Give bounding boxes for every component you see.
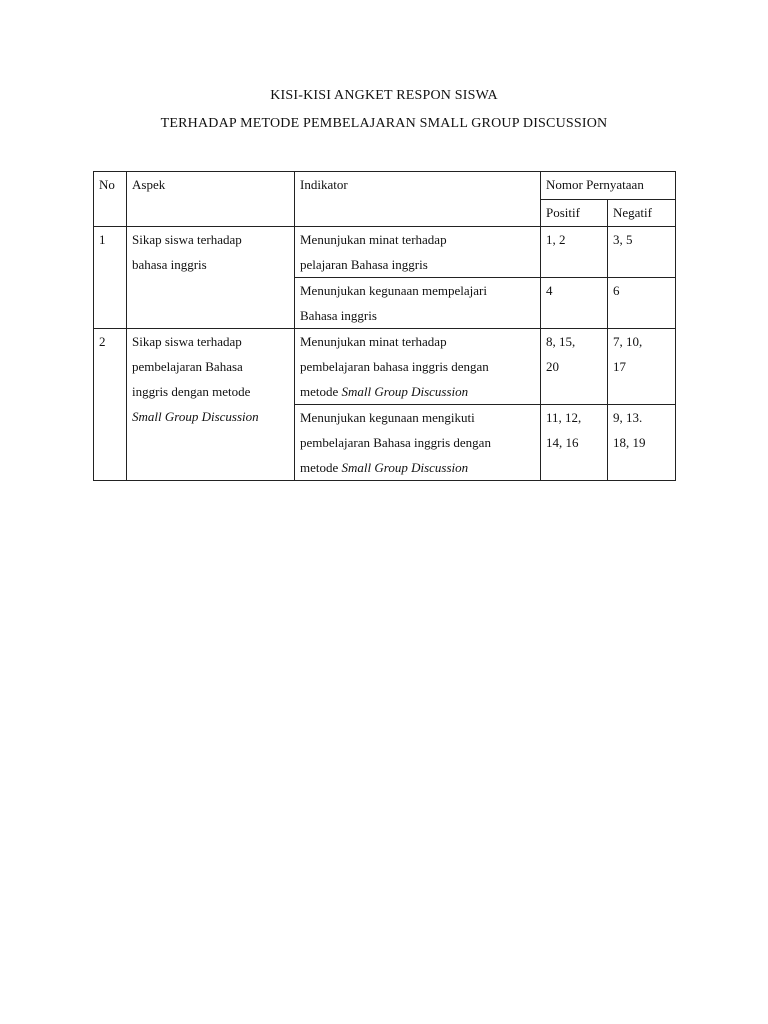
- negatif-value: 3, 5: [613, 232, 633, 247]
- negatif-cell: [608, 329, 676, 405]
- negatif-value: 6: [613, 283, 620, 298]
- negatif-cell: [608, 405, 676, 481]
- aspek-line: Sikap siswa terhadap: [132, 334, 242, 349]
- positif-value: 4: [546, 283, 553, 298]
- indikator-line: Menunjukan kegunaan mengikuti: [300, 410, 475, 425]
- negatif-value: 17: [613, 359, 626, 374]
- indikator-line: pelajaran Bahasa inggris: [300, 257, 428, 272]
- header-no: No: [94, 172, 127, 227]
- indikator-italic-text: Small Group Discussion: [341, 384, 469, 399]
- indikator-line-mixed: [300, 455, 535, 480]
- indikator-italic-text: Small Group Discussion: [341, 460, 469, 475]
- header-aspek: Aspek: [127, 172, 295, 227]
- indikator-text: metode: [300, 460, 342, 475]
- table-row: [94, 227, 676, 278]
- positif-value: 1, 2: [546, 232, 566, 247]
- header-nomor-pernyataan: Nomor Pernyataan: [541, 172, 676, 200]
- aspek-line: pembelajaran Bahasa: [132, 359, 243, 374]
- document-title: KISI-KISI ANGKET RESPON SISWA: [270, 88, 498, 103]
- positif-cell: [541, 278, 608, 329]
- aspek-line: bahasa inggris: [132, 257, 207, 272]
- indikator-line: Menunjukan minat terhadap: [300, 334, 447, 349]
- header-positif: Positif: [541, 200, 608, 227]
- negatif-cell: [608, 227, 676, 278]
- positif-value: 11, 12,: [546, 410, 582, 425]
- indikator-line: Bahasa inggris: [300, 308, 377, 323]
- aspek-line: inggris dengan metode: [132, 384, 251, 399]
- row-number: 1: [94, 227, 127, 329]
- kisi-kisi-table: [93, 171, 676, 481]
- aspek-cell: [127, 329, 295, 481]
- aspek-cell: [127, 227, 295, 329]
- aspek-line: Sikap siswa terhadap: [132, 232, 242, 247]
- indikator-text: metode: [300, 384, 342, 399]
- positif-cell: [541, 329, 608, 405]
- row-number: 2: [94, 329, 127, 481]
- positif-value: 14, 16: [546, 435, 579, 450]
- header-indikator: Indikator: [295, 172, 541, 227]
- indikator-cell: [295, 405, 541, 481]
- negatif-value: 9, 13.: [613, 410, 643, 425]
- aspek-line-italic: Small Group Discussion: [132, 409, 259, 424]
- positif-value: 20: [546, 359, 559, 374]
- positif-cell: [541, 405, 608, 481]
- indikator-line-mixed: [300, 379, 535, 404]
- positif-cell: [541, 227, 608, 278]
- negatif-value: 7, 10,: [613, 334, 643, 349]
- indikator-line: pembelajaran bahasa inggris dengan: [300, 359, 489, 374]
- positif-value: 8, 15,: [546, 334, 576, 349]
- negatif-cell: [608, 278, 676, 329]
- table-header-row: [94, 172, 676, 200]
- negatif-value: 18, 19: [613, 435, 646, 450]
- document-subtitle: TERHADAP METODE PEMBELAJARAN SMALL GROUP DISCUSSION: [160, 116, 608, 131]
- indikator-line: Menunjukan kegunaan mempelajari: [300, 283, 487, 298]
- table-row: [94, 329, 676, 405]
- indikator-cell: [295, 227, 541, 278]
- indikator-line: Menunjukan minat terhadap: [300, 232, 447, 247]
- indikator-cell: [295, 329, 541, 405]
- header-negatif: Negatif: [608, 200, 676, 227]
- indikator-line: pembelajaran Bahasa inggris dengan: [300, 435, 491, 450]
- indikator-cell: [295, 278, 541, 329]
